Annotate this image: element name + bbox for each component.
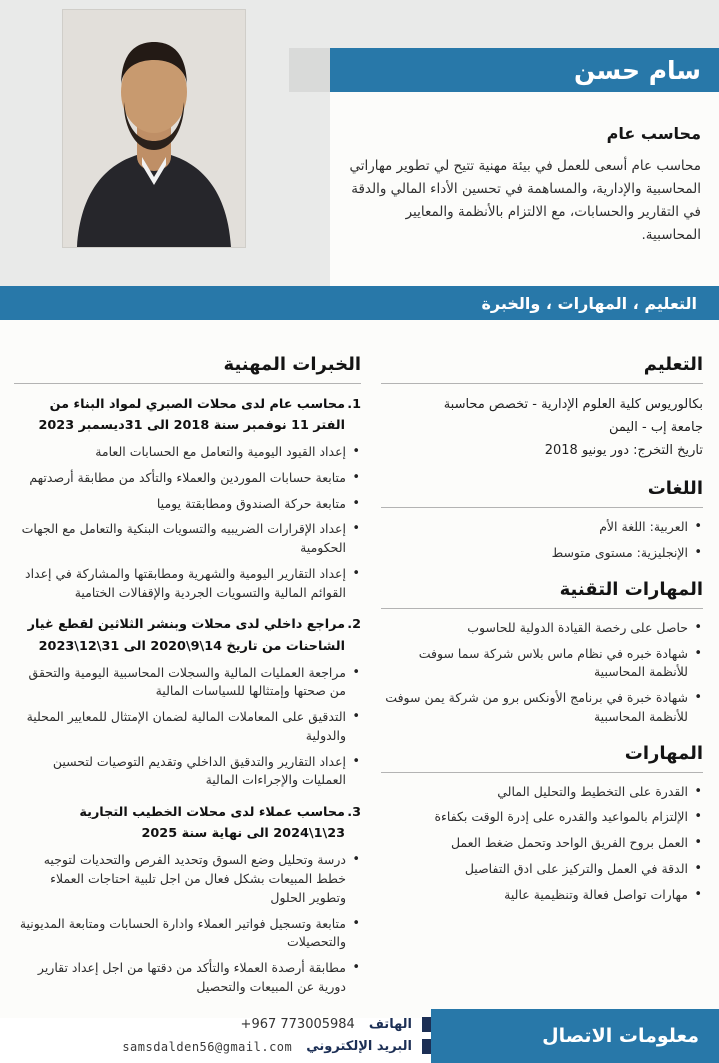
languages-section [381,478,703,563]
job-bullet: • مطابقة أرصدة العملاء والتأكد من دقتها من اجل إعداد تقارير دورية عن المبيعات والتحصيل [14,959,361,997]
contact-banner-title: معلومات الاتصال [542,1024,699,1047]
job-bullet: • التدقيق على المعاملات المالية لضمان الإمتثال للمعايير المحلية والدولية [14,708,361,746]
job-bullet: • مراجعة العمليات المالية والسجلات المحاسبية اليومية والتحقق من صحتها وإمتثالها للسياسات المالية [14,664,361,702]
contact-banner [431,1009,719,1063]
skill-item: • مهارات تواصل فعالة وتنظيمية عالية [381,886,703,905]
email-value: samsdalden56@gmail.com [122,1039,293,1054]
skills-section [381,743,703,905]
phone-label: الهاتف [368,1017,412,1033]
technical-skills-section [381,579,703,727]
technical-skill-item: • شهادة خبرة في برنامج الأونكس برو من شركة يمن سوفت للأنظمة المحاسبية [381,689,703,727]
job-number: 1. [347,397,361,412]
summary-text: محاسب عام أسعى للعمل في بيئة مهنية تتيح لي تطوير مهاراتي المحاسبية والإدارية، والمساهمة في تحسين الأداء المالي والدقة في التقارير والحسابات، مع الالتزام بالأنظمة والمعايير المحاسبية. [349,158,701,243]
job-heading-text: محاسب عملاء لدى محلات الخطيب التجارية 23\1\2024 الى نهاية سنة 2025 [79,805,345,842]
language-item: • الإنجليزية: مستوى متوسط [381,544,703,563]
education-title: التعليم [381,354,703,384]
education-university: جامعة إب - اليمن [608,419,703,435]
phone-row [20,1017,431,1032]
job-entry [14,802,361,996]
skill-item: • القدرة على التخطيط والتحليل المالي [381,783,703,802]
candidate-name: سام حسن [574,55,701,85]
phone-value: +967 773005984 [240,1017,355,1033]
intro-block [336,124,719,247]
section-banner [0,286,719,320]
skill-item: • العمل بروح الفريق الواحد وتحمل ضغط العمل [381,834,703,853]
job-bullet: • درسة وتحليل وضع السوق وتحديد الفرص والتحديات لتوجيه خطط المبيعات بشكل فعال من اجل تلبية احتاجات العملاء وتطوير الحلول [14,851,361,907]
job-bullet: • إعداد التقارير والتدقيق الداخلي وتقديم التوصيات لتحسين العمليات والإجراءات المالية [14,753,361,791]
job-bullet: • متابعة حركة الصندوق ومطابقتة يوميا [14,495,361,514]
person-silhouette-icon [63,10,245,247]
email-row [20,1039,431,1054]
phone-tab-marker [422,1017,431,1032]
job-bullet: • إعداد القيود اليومية والتعامل مع الحسابات العامة [14,443,361,462]
main-content [0,320,719,1009]
job-entry [14,394,361,602]
experience-column [14,354,361,1009]
education-degree: بكالوريوس كلية العلوم الإدارية - تخصص محاسبة [443,397,703,412]
experience-title: الخبرات المهنية [14,354,361,384]
languages-title: اللغات [381,478,703,508]
job-entry [14,614,361,790]
job-heading [14,614,361,656]
job-bullet: • إعداد الإقرارات الضريبيه والتسويات البنكية والتعامل مع الجهات الحكومية [14,520,361,558]
job-heading-text: محاسب عام لدى محلات الصبري لمواد البناء من الفتر 11 نوفمبر سنة 2018 الى 31ديسمبر 2023 [38,397,345,434]
header-section [0,0,719,286]
job-title: محاسب عام [606,124,701,143]
job-heading [14,802,361,844]
job-bullet: • إعداد التقارير اليومية والشهرية ومطابقتها والمشاركة في إعداد القوائم المالية والتسويات الجردية والإقفالات الختامية [14,565,361,603]
job-number: 3. [347,805,361,821]
skills-title: المهارات [381,743,703,773]
technical-skill-item: • شهادة خبره في نظام ماس بلاس شركة سما سوفت للأنظمة المحاسبية [381,645,703,683]
job-heading [14,394,361,436]
technical-skill-item: • حاصل على رخصة القيادة الدولية للحاسوب [381,619,703,638]
email-tab-marker [422,1039,431,1054]
education-graduation: تاريخ التخرج: دور يونيو 2018 [544,442,703,458]
name-banner [330,48,719,92]
header-gray-corner [289,48,330,92]
job-bullet: • متابعة حسابات الموردين والعملاء والتأكد من مطابقة أرصدتهم [14,469,361,488]
education-section [381,354,703,462]
section-banner-title: التعليم ، المهارات ، والخبرة [481,293,697,313]
job-bullet: • متابعة وتسجيل فواتير العملاء وادارة الحسابات ومتابعة المديونية والتحصيلات [14,915,361,953]
contact-section [0,1009,719,1063]
details-column [381,354,703,1009]
job-number: 2. [347,617,361,633]
profile-photo [63,10,245,247]
email-label: البريد الإلكتروني [306,1039,412,1055]
technical-skills-title: المهارات التقنية [381,579,703,609]
language-item: • العربية: اللغة الأم [381,518,703,537]
skill-item: • الدقة في العمل والتركيز على ادق التفاصيل [381,860,703,879]
contact-info [0,1009,431,1063]
skill-item: • الإلتزام بالمواعيد والقدره على إدرة الوقت بكفاءة [381,808,703,827]
job-heading-text: مراجع داخلي لدى محلات وبنشر الثلاثين لقطع غيار الشاحنات من تاريخ 14\9\2020 الى 31\12\2023 [27,617,345,654]
